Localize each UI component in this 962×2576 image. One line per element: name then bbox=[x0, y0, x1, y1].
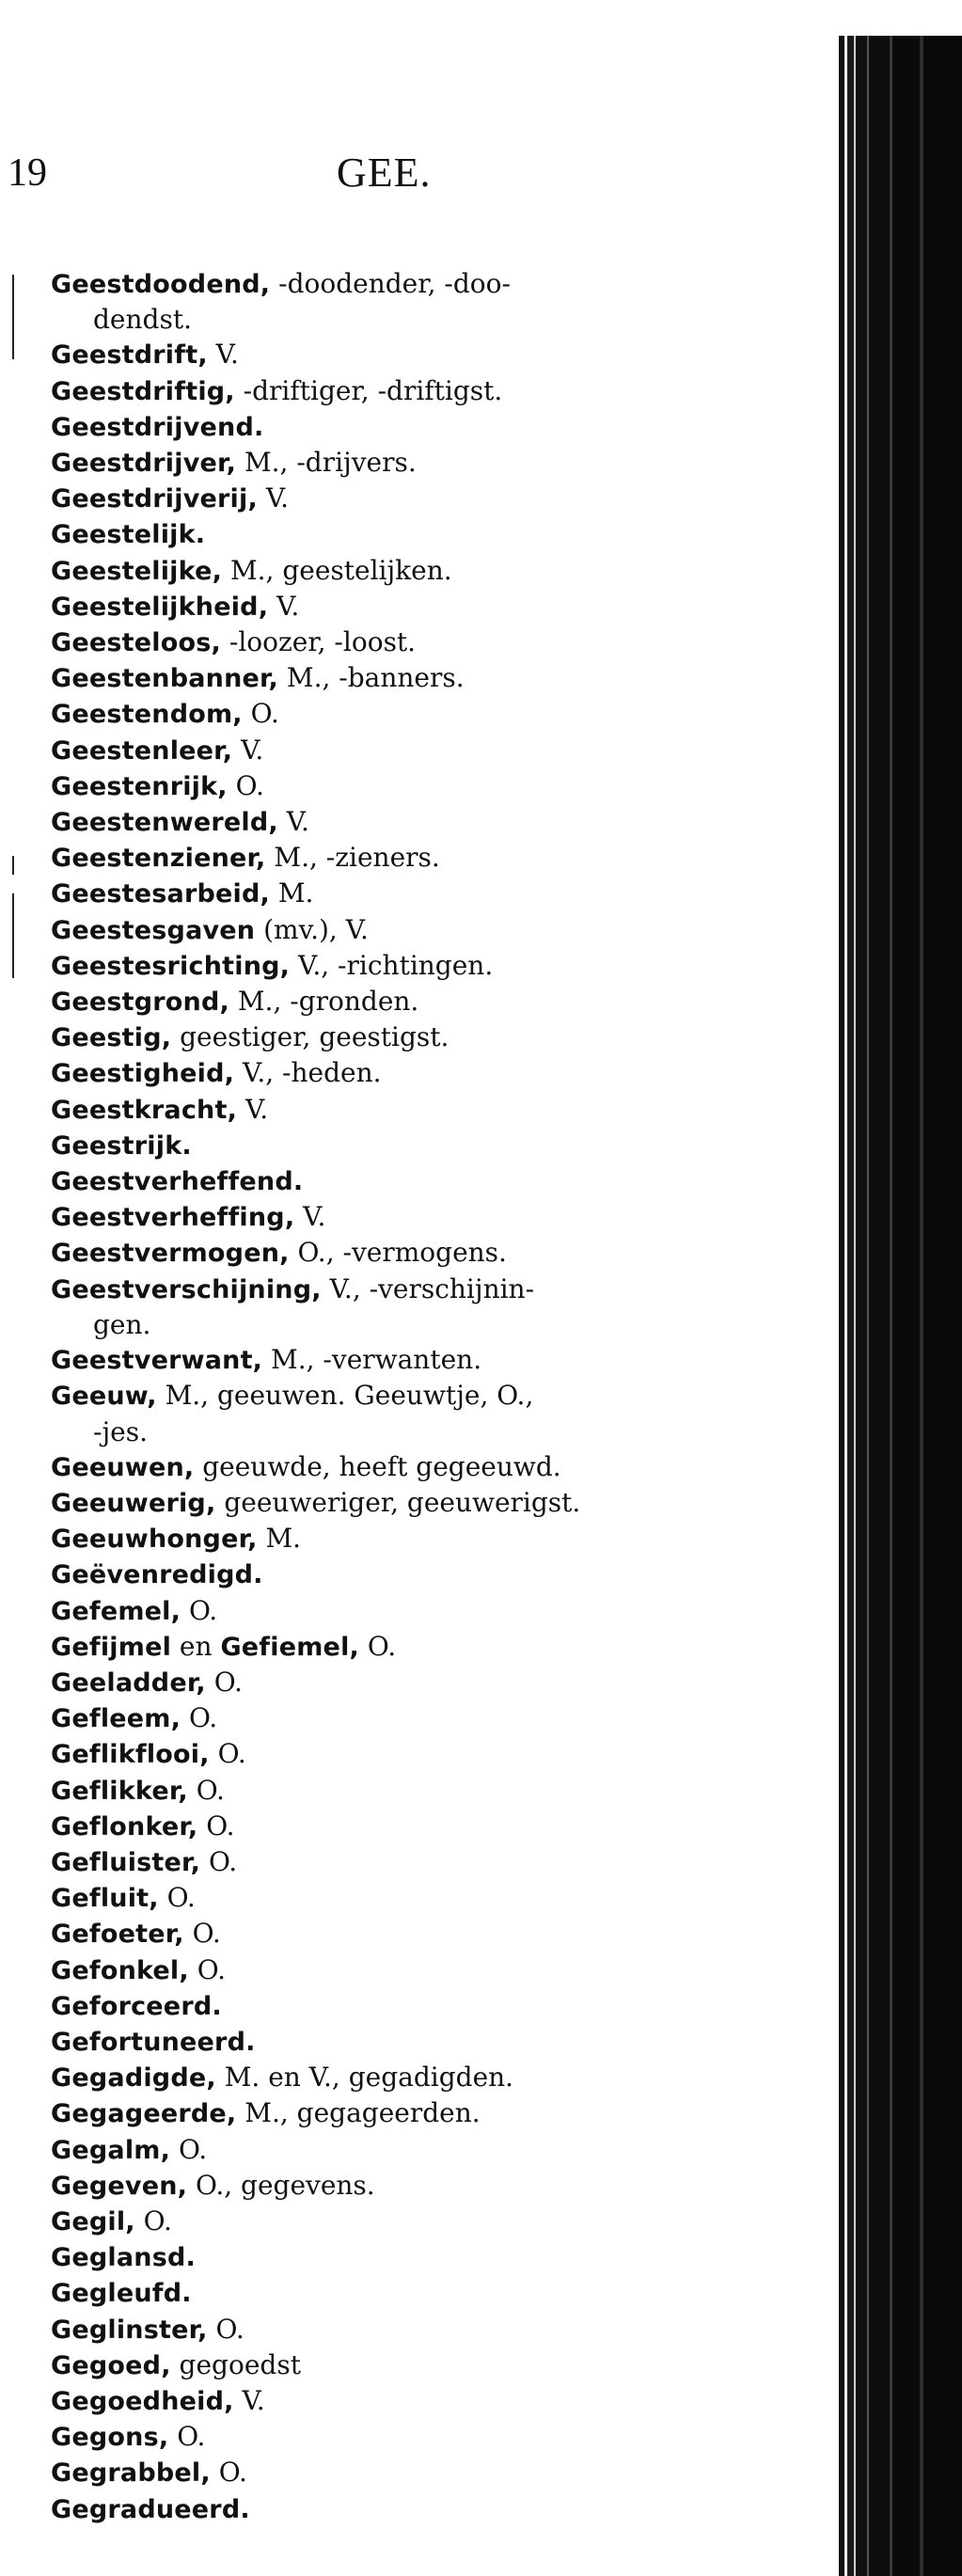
entry-definition: O. bbox=[358, 1630, 397, 1662]
running-head: GEE. bbox=[337, 150, 432, 196]
dictionary-entry bbox=[51, 840, 784, 876]
entry-definition: V. bbox=[268, 590, 300, 622]
entry-definition: V. bbox=[257, 482, 290, 514]
entry-definition: O. bbox=[134, 2205, 172, 2236]
entry-definition: M. bbox=[269, 877, 314, 909]
dictionary-entry bbox=[51, 1665, 784, 1700]
dictionary-entry bbox=[51, 948, 784, 984]
entry-definition: O. bbox=[227, 769, 264, 801]
headword: Geesteloos, bbox=[51, 628, 221, 658]
dictionary-entry bbox=[51, 1342, 784, 1378]
headword: Geestdrift, bbox=[51, 340, 208, 371]
headword: Geglinster, bbox=[51, 2315, 208, 2345]
dictionary-entry bbox=[51, 1272, 784, 1307]
dictionary-entry bbox=[51, 2024, 784, 2060]
entry-definition: V. bbox=[207, 339, 239, 371]
dictionary-entry bbox=[51, 660, 784, 696]
entry-definition: O. bbox=[197, 1810, 235, 1841]
headword: Geeuwhonger, bbox=[51, 1525, 258, 1555]
headword: Geestelijke, bbox=[51, 556, 223, 586]
entry-definition: M. en V., gegadigden. bbox=[215, 2062, 514, 2094]
dictionary-entry bbox=[51, 1378, 784, 1414]
dictionary-entry bbox=[51, 2168, 784, 2204]
headword: Gefonkel, bbox=[51, 1955, 189, 1985]
entry-definition: V. bbox=[232, 734, 264, 766]
headword: Gefleem, bbox=[51, 1704, 181, 1734]
headword: Geglansd. bbox=[51, 2243, 196, 2273]
headword: Gegil, bbox=[51, 2206, 135, 2236]
headword: Geestelijk. bbox=[51, 520, 206, 550]
headword: Geeladder, bbox=[51, 1667, 206, 1698]
entry-definition: O. bbox=[183, 1918, 221, 1950]
dictionary-entry bbox=[51, 1629, 784, 1665]
entry-definition: O. bbox=[188, 1953, 226, 1985]
headword: Geestenziener, bbox=[51, 844, 266, 874]
dictionary-entry bbox=[51, 2347, 784, 2383]
entry-definition: M., gegageerden. bbox=[236, 2097, 481, 2129]
headword: Geforceerd. bbox=[51, 1991, 222, 2021]
headword: Gegadigde, bbox=[51, 2063, 216, 2094]
headword: Geestelijkheid, bbox=[51, 592, 269, 622]
dictionary-entry bbox=[51, 373, 784, 409]
dictionary-entry bbox=[51, 2455, 784, 2490]
entry-definition: -doodender, -doo- bbox=[270, 268, 511, 299]
headword: Geflonker, bbox=[51, 1811, 198, 1841]
entry-definition: V. bbox=[233, 2384, 265, 2416]
headword: Geestdriftig, bbox=[51, 376, 235, 406]
headword: Geestenrijk, bbox=[51, 771, 228, 801]
dictionary-entry bbox=[51, 912, 784, 948]
dictionary-entry bbox=[51, 516, 784, 552]
dictionary-entry bbox=[51, 1485, 784, 1521]
dictionary-entry bbox=[51, 445, 784, 481]
entry-definition: O. bbox=[200, 1845, 238, 1877]
entry-definition: -loozer, -loost. bbox=[220, 626, 417, 658]
dictionary-entry bbox=[51, 337, 784, 372]
dictionary-entry bbox=[51, 1844, 784, 1880]
dictionary-entry bbox=[51, 876, 784, 911]
dictionary-entry bbox=[51, 1235, 784, 1271]
headword: Gegageerde, bbox=[51, 2099, 237, 2129]
entry-definition: en bbox=[171, 1630, 221, 1662]
dictionary-entry bbox=[51, 266, 784, 302]
headword: Geestesarbeid, bbox=[51, 879, 270, 909]
dictionary-entry bbox=[51, 733, 784, 768]
dictionary-entry bbox=[51, 1773, 784, 1809]
entry-definition: dendst. bbox=[93, 304, 192, 336]
dictionary-entry bbox=[51, 1019, 784, 1055]
entry-continuation bbox=[51, 1307, 784, 1342]
headword: Geestenbanner, bbox=[51, 664, 279, 694]
entry-continuation bbox=[51, 302, 784, 337]
dictionary-entry bbox=[51, 2239, 784, 2275]
headword: Gegoed, bbox=[51, 2350, 171, 2380]
entry-definition: V., -richtingen. bbox=[290, 949, 494, 981]
entry-definition: M., -verwanten. bbox=[262, 1344, 482, 1376]
headword-variant: Gefiemel, bbox=[220, 1632, 359, 1662]
entry-definition: (mv.), V. bbox=[255, 913, 369, 945]
dictionary-entry bbox=[51, 2275, 784, 2311]
dictionary-entry bbox=[51, 2132, 784, 2168]
dictionary-entry bbox=[51, 1449, 784, 1485]
dictionary-entry bbox=[51, 1163, 784, 1199]
entry-definition: V. bbox=[294, 1201, 326, 1233]
dictionary-entry bbox=[51, 1809, 784, 1844]
entry-definition: V., -heden. bbox=[234, 1057, 382, 1089]
dictionary-entry bbox=[51, 1700, 784, 1736]
headword: Geeuwen, bbox=[51, 1452, 195, 1482]
entry-definition: O. bbox=[158, 1882, 196, 1914]
headword: Gegrabbel, bbox=[51, 2458, 211, 2489]
book-binding-edge bbox=[835, 36, 962, 2576]
dictionary-entry bbox=[51, 2312, 784, 2347]
entry-definition: O., -vermogens. bbox=[289, 1237, 507, 1269]
entry-definition: M., -banners. bbox=[278, 662, 465, 694]
dictionary-entry bbox=[51, 696, 784, 732]
headword: Gegeven, bbox=[51, 2171, 188, 2201]
dictionary-entry bbox=[51, 1557, 784, 1592]
headword: Geestig, bbox=[51, 1023, 172, 1053]
headword: Geestverschijning, bbox=[51, 1274, 322, 1304]
entry-definition: O. bbox=[181, 1594, 218, 1626]
headword: Geestesgaven bbox=[51, 915, 256, 945]
entry-definition: O. bbox=[205, 1666, 243, 1698]
dictionary-entry bbox=[51, 624, 784, 660]
entry-definition: geestiger, geestigst. bbox=[171, 1021, 449, 1053]
headword: Gefijmel bbox=[51, 1632, 172, 1662]
headword: Gefluit, bbox=[51, 1884, 159, 1914]
entry-definition: -jes. bbox=[93, 1415, 148, 1447]
binding-top-margin bbox=[835, 0, 962, 36]
dictionary-entry bbox=[51, 768, 784, 804]
dictionary-entry bbox=[51, 409, 784, 445]
dictionary-entry bbox=[51, 481, 784, 516]
headword: Gegradueerd. bbox=[51, 2494, 250, 2524]
headword: Geestdrijver, bbox=[51, 449, 237, 479]
headword: Geflikker, bbox=[51, 1776, 188, 1806]
page-number: 19 bbox=[8, 151, 47, 195]
entry-definition: M. bbox=[257, 1523, 302, 1555]
column-rule bbox=[12, 856, 14, 875]
headword: Geestverwant, bbox=[51, 1346, 263, 1376]
headword: Geestverheffend. bbox=[51, 1167, 304, 1197]
entry-definition: M., -zieners. bbox=[265, 842, 440, 874]
headword: Geeuwerig, bbox=[51, 1488, 216, 1518]
entry-definition: O. bbox=[207, 2313, 244, 2345]
dictionary-entry bbox=[51, 2491, 784, 2527]
dictionary-entry bbox=[51, 1092, 784, 1128]
dictionary-entry bbox=[51, 984, 784, 1019]
entry-definition: M., geeuwen. Geeuwtje, O., bbox=[156, 1380, 534, 1412]
entry-definition: V. bbox=[277, 806, 309, 838]
dictionary-entry bbox=[51, 2095, 784, 2131]
headword: Geëvenredigd. bbox=[51, 1560, 263, 1590]
entry-definition: gen. bbox=[93, 1308, 151, 1340]
dictionary-entry bbox=[51, 1128, 784, 1163]
headword: Gegalm, bbox=[51, 2135, 171, 2165]
dictionary-entry bbox=[51, 1736, 784, 1772]
entry-definition: V. bbox=[237, 1093, 269, 1125]
headword: Gegoedheid, bbox=[51, 2386, 234, 2416]
entry-definition: O., gegevens. bbox=[187, 2169, 375, 2201]
dictionary-entry bbox=[51, 804, 784, 840]
dictionary-entry bbox=[51, 2060, 784, 2095]
headword: Gegons, bbox=[51, 2423, 169, 2453]
dictionary-entry bbox=[51, 1916, 784, 1952]
entry-continuation bbox=[51, 1414, 784, 1449]
entry-definition: M., geestelijken. bbox=[222, 554, 452, 586]
headword: Geestendom, bbox=[51, 700, 243, 730]
entry-definition: gegoedst bbox=[170, 2348, 301, 2380]
entry-definition: M., -gronden. bbox=[229, 986, 419, 1018]
headword: Geflikflooi, bbox=[51, 1740, 210, 1770]
dictionary-entry bbox=[51, 589, 784, 624]
headword: Geestenleer, bbox=[51, 735, 233, 766]
headword: Geestverheffing, bbox=[51, 1203, 295, 1233]
dictionary-entry bbox=[51, 2383, 784, 2419]
column-rule bbox=[12, 893, 14, 978]
headword: Gefortuneerd. bbox=[51, 2027, 256, 2057]
headword: Gefluister, bbox=[51, 1847, 201, 1877]
entry-definition: geeuwde, heeft gegeeuwd. bbox=[194, 1450, 561, 1482]
column-rule bbox=[12, 275, 14, 359]
entry-definition: V., -verschijnin- bbox=[321, 1272, 535, 1304]
entry-definition: O. bbox=[168, 2421, 206, 2453]
dictionary-entry bbox=[51, 1880, 784, 1916]
dictionary-entry bbox=[51, 2204, 784, 2239]
entry-definition: O. bbox=[242, 698, 279, 730]
headword: Gefemel, bbox=[51, 1596, 181, 1626]
dictionary-entry bbox=[51, 1952, 784, 1988]
headword: Geestkracht, bbox=[51, 1095, 238, 1125]
headword: Geestgrond, bbox=[51, 988, 229, 1018]
entry-definition: O. bbox=[181, 1702, 218, 1734]
headword: Geestvermogen, bbox=[51, 1239, 290, 1269]
headword: Geestesrichting, bbox=[51, 951, 291, 981]
dictionary-entry bbox=[51, 1593, 784, 1629]
entry-definition: O. bbox=[187, 1774, 225, 1806]
dictionary-entry bbox=[51, 2419, 784, 2455]
headword: Geeuw, bbox=[51, 1382, 157, 1412]
headword: Geestdoodend, bbox=[51, 270, 271, 299]
headword: Geestdrijverij, bbox=[51, 484, 258, 514]
headword: Gefoeter, bbox=[51, 1920, 184, 1950]
dictionary-entries bbox=[51, 266, 784, 2527]
entry-definition: -driftiger, -driftigst. bbox=[234, 374, 503, 406]
headword: Gegleufd. bbox=[51, 2279, 192, 2309]
entry-definition: O. bbox=[209, 1738, 246, 1770]
headword: Geestenwereld, bbox=[51, 808, 278, 838]
entry-definition: O. bbox=[170, 2133, 208, 2165]
dictionary-entry bbox=[51, 1521, 784, 1557]
headword: Geestigheid, bbox=[51, 1059, 235, 1089]
dictionary-entry bbox=[51, 1988, 784, 2024]
entry-definition: O. bbox=[210, 2457, 247, 2489]
entry-definition: geeuweriger, geeuwerigst. bbox=[215, 1486, 581, 1518]
dictionary-entry bbox=[51, 1199, 784, 1235]
dictionary-entry bbox=[51, 1055, 784, 1091]
headword: Geestrijk. bbox=[51, 1130, 192, 1161]
entry-definition: M., -drijvers. bbox=[236, 447, 417, 479]
dictionary-entry bbox=[51, 553, 784, 589]
headword: Geestdrijvend. bbox=[51, 412, 264, 442]
